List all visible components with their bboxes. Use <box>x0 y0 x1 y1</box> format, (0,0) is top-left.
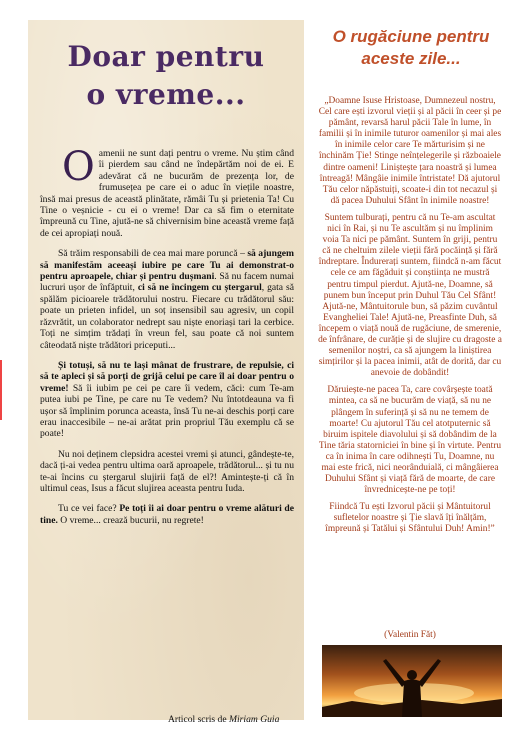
p3-a: Și totuși, să nu te lași mânat de frustrare, de repulsie, ci să te apleci și să porți de grijă celui pe care îl ai doar pentru o vreme! <box>40 359 294 394</box>
article-title-line1: Doar pentru <box>67 40 265 73</box>
prayer-paragraph-4: Fiindcă Tu ești Izvorul păcii și Mântuitorul sufletelor noastre și Ție slavă îți înălțăm, împreună și Tatălui și Sfântului Duh! Amin!” <box>325 502 495 535</box>
article-body <box>40 144 295 535</box>
prayer-paragraph-2: Suntem tulburați, pentru că nu Te-am ascultat nici în Rai, și nu Te ascultăm și nu împlinim voia Ta nici pe pământ. Suntem în griji, pentru că ne cheltuim zilele vieții fără pocăință și fără îndreptare. Îndurerați suntem, fiindcă n-am făcut cele ce am făgăduit și conștiința ne mustră pentru timpul pierdut. Ajută-ne, Doamne, să punem bun început prin Duhul Tău Cel Sfânt! Ajută-ne, Mântuitorule bun, să păzim cuvântul Evangheliei Tale! Ajută-ne, Preasfinte Duh, să începem o viață nouă de rugăciune, de smerenie, de înfrânare, de curăție și de slujire cu dragoste a semenilor noștri, ca să ajungem la liniștirea simțirilor și la pacea inimii, atât de dorită, dar cu anevoie de dobândit! <box>318 212 502 379</box>
silhouette-graphic <box>322 645 502 717</box>
praying-figure-sunset-image <box>322 645 502 717</box>
article-paragraph-3 <box>40 360 294 440</box>
prayer-title-line2: aceste zile... <box>361 49 461 68</box>
p2-a: Să trăim responsabili de cea mai mare poruncă – <box>58 248 248 260</box>
article-paragraph-1-text: amenii ne sunt dați pentru o vreme. Nu știm când îi pierdem sau când ne îndepărtăm noi de ei. E adevărat că ne bucurăm de prezența lor, de frumusețea pe care ei o aduc în viețile noastre, însă mai presus de această plinătate, rămâi Tu și prietenia Ta! Cu Tine o veșnicie - cu ei o vreme! Dar ca să fim o eternitate împreună cu Tine, ajută-ne să chivernisim bine această vreme față de cei apropiați nouă. <box>40 148 294 239</box>
p5-a: Tu ce vei face? <box>58 503 120 515</box>
p2-b: să ajungem să manifestăm aceeași iubire pe care Tu ai demonstrat-o pentru aproapele, chiar și pentru dușmani <box>40 248 294 283</box>
prayer-title-line1: O rugăciune pentru <box>332 27 490 46</box>
article-signature <box>168 714 279 725</box>
article-paragraph-4 <box>40 449 294 495</box>
prayer-body <box>318 96 502 542</box>
article-paragraph-2 <box>40 248 294 351</box>
article-title-line2: o vreme... <box>86 78 246 111</box>
prayer-paragraph-1: „Doamne Isuse Hristoase, Dumnezeul nostru, Cel care ești izvorul vieții și al păcii în ceer și pe pământ, revarsă harul păcii Tale în lume, în familii și în inimile tuturor oamenilor și mai ales în inimile celor care Te mărturisim și ne închinăm Ție! Stinge neînțelegerile și războaiele dintre oameni! Liniștește țara noastră și lumea întreagă! Mângâie inimile întristate! Dă ajutorul Tău celor năpăstuiți, scoate-i din tot necazul și dă pacea Duhului Sfânt în inimile noastre! <box>318 96 502 206</box>
drop-cap: O <box>62 144 95 190</box>
p5-c: O vreme... crează bucurii, nu regrete! <box>57 514 204 526</box>
p2-c: . Să nu facem numai lucruri ușor de înfăptuit, <box>40 271 295 294</box>
p2-e: , gata să spălăm picioarele trădătorului nostru. Fiecare cu trădătorul său: poate un prieten infidel, un soț insensibil sau agresiv, un copil răzvrătit, un colaborator nedrept sau niște enoriași tari la cerbice. Toți ne simțim trădați în vreun fel, sau poate că noi suntem câteodată niște trădători priceputi... <box>40 282 294 351</box>
page-edge-mark <box>0 360 2 420</box>
prayer-author: (Valentin Făt) <box>384 630 436 640</box>
prayer-paragraph-3: Dăruiește-ne pacea Ta, care covârșește toată mintea, ca să ne bucurăm de viață, să nu ne plângem în suferință și să nu ne temem de moarte! Cu ajutorul Tău cel atotputernic să biruim ispitele diavolului și să dobândim de la Tine tăria statorniciei în bine și în virtute. Pentru ca în inima în care odihnești Tu, Doamne, nu mai este frică, nici neorânduială, ci mângâierea Duhului Sfânt și viață fără de moarte, de care învrednicește-ne pe toți! <box>318 385 502 496</box>
p3-b: Să îi iubim pe cei pe care îi vedem, căci: cum Te-am putea iubi pe Tine, pe care nu Te vedem? Nu întotdeauna va fi ușor să împlinim porunca aceasta, însă Tu ne-ai deschis porți care erau inaccesibile – ne-ai arătat prin propriul Tău exemplu că se poate! <box>40 382 294 440</box>
p4-text: Nu noi deținem clepsidra acestei vremi și atunci, gândește-te, dacă ți-ai vedea pentru ultima oară aproapele, trădătorul... și tu nu te-ai încins cu ștergarul slujirii față de el?! Amintește-ți că în ultimul ceas, Isus a făcut slujirea aceasta pentru Iuda. <box>40 448 294 494</box>
prayer-title <box>316 26 506 70</box>
article-panel <box>28 20 304 725</box>
signature-prefix: Articol scris de <box>168 714 230 725</box>
article-paragraph-1 <box>40 144 294 239</box>
signature-name: Miriam Guia <box>229 714 280 725</box>
p2-d: ci să ne încingem cu ștergarul <box>137 282 262 294</box>
article-paragraph-5 <box>40 503 294 526</box>
p5-b: Pe toți îi ai doar pentru o vreme alături de tine. <box>40 503 294 526</box>
